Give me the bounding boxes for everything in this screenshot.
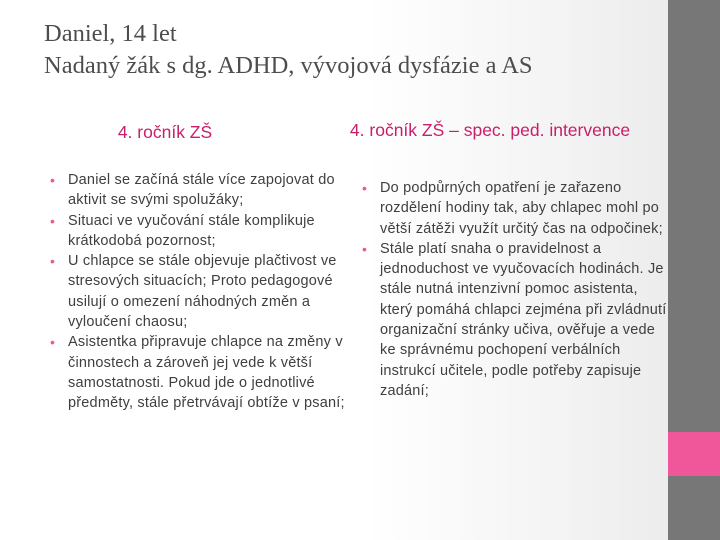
bullet-icon: • (362, 180, 368, 196)
left-bullet-list (50, 170, 350, 414)
side-accent-block (668, 432, 720, 476)
left-column-heading: 4. ročník ZŠ (117, 122, 213, 142)
slide-title (44, 18, 644, 82)
bullet-icon: • (50, 172, 56, 188)
bullet-icon: • (50, 334, 56, 351)
list-item (362, 178, 674, 239)
right-column-heading: 4. ročník ZŠ – spec. ped. intervence (349, 120, 631, 140)
list-item (362, 239, 674, 401)
list-item (50, 211, 350, 252)
list-item-text: Daniel se začíná stále více zapojovat do aktivit se svými spolužáky; (68, 172, 335, 209)
list-item-text: Stále platí snaha o pravidelnost a jednoduchost ve vyučovacích hodinách. Je stále nutná intenzivní pomoc asistenta, který pomáhá chlapci zejména při zvládnutí organizační stránky učiva, ověřuje a vede ke správnému pochopení verbálních instrukcí učitele, podle potřeby zapisuje zadání; (380, 240, 667, 399)
list-item-text: Situaci ve vyučování stále komplikuje krátkodobá pozornost; (68, 212, 315, 249)
list-item (50, 170, 350, 211)
list-item (50, 251, 350, 332)
title-line-1: Daniel, 14 let (44, 20, 177, 47)
list-item-text: Asistentka připravuje chlapce na změny v činnostech a zároveň jej vede k větší samostatnosti. Pokud jde o jednotlivé předměty, stále přetrvávají obtíže v psaní; (68, 334, 345, 412)
list-item-text: U chlapce se stále objevuje plačtivost ve stresových situacích; Proto pedagogové usilují o omezení náhodných změn a vyloučení chaosu; (68, 253, 337, 331)
bullet-icon: • (50, 212, 56, 229)
bullet-icon: • (50, 253, 56, 270)
list-item-text: Do podpůrných opatření je zařazeno rozdělení hodiny tak, aby chlapec mohl po větší zátěži využít určitý čas na odpočinek; (380, 180, 663, 237)
title-line-2: Nadaný žák s dg. ADHD, vývojová dysfázie a AS (44, 52, 533, 79)
right-bullet-list (362, 178, 674, 401)
list-item (50, 332, 350, 413)
bullet-icon: • (362, 240, 368, 257)
